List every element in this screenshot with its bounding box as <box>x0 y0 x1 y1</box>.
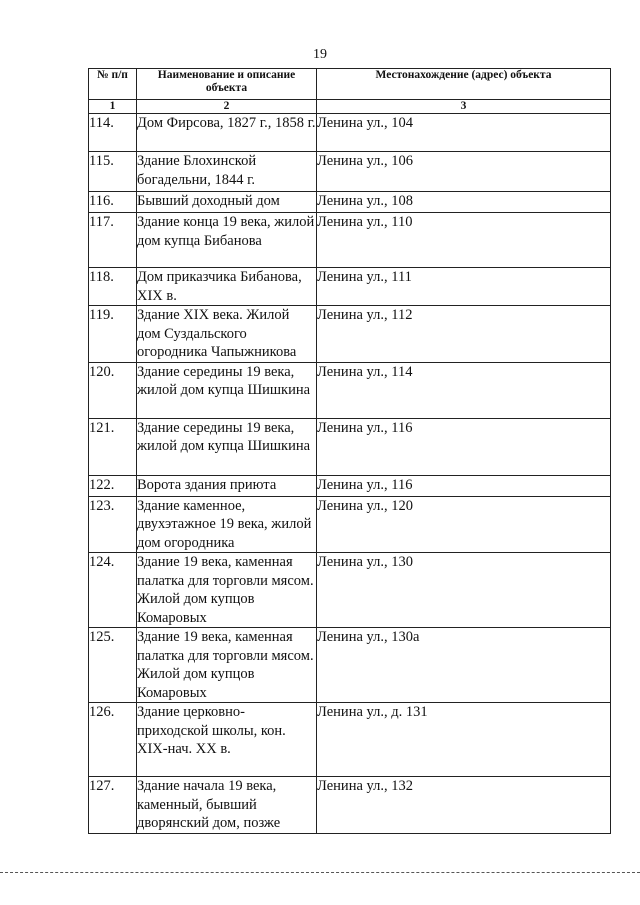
object-name: Дом Фирсова, 1827 г., 1858 г. <box>137 114 317 152</box>
column-index-row <box>89 100 611 114</box>
object-address: Ленина ул., 104 <box>317 114 611 152</box>
row-number: 116. <box>89 192 137 213</box>
page-bottom-rule <box>0 872 640 873</box>
object-address: Ленина ул., 132 <box>317 777 611 834</box>
object-address: Ленина ул., 108 <box>317 192 611 213</box>
page-number: 19 <box>313 47 327 62</box>
table-row <box>89 114 611 152</box>
object-name: Здание конца 19 века, жилой дом купца Бибанова <box>137 213 317 268</box>
row-number: 119. <box>89 306 137 363</box>
header-name: Наименование и описание объекта <box>137 69 317 100</box>
object-name: Здание 19 века, каменная палатка для торговли мясом. Жилой дом купцов Комаровых <box>137 628 317 703</box>
object-name: Бывший доходный дом <box>137 192 317 213</box>
table-row <box>89 703 611 777</box>
table-row <box>89 362 611 418</box>
object-name: Здание каменное, двухэтажное 19 века, жилой дом огородника <box>137 496 317 553</box>
row-number: 117. <box>89 213 137 268</box>
object-address: Ленина ул., 116 <box>317 418 611 475</box>
table-row <box>89 306 611 363</box>
heritage-objects-table <box>88 68 611 834</box>
row-number: 114. <box>89 114 137 152</box>
table-row <box>89 777 611 834</box>
object-name: Здание Блохинской богадельни, 1844 г. <box>137 152 317 192</box>
object-name: Здание 19 века, каменная палатка для торговли мясом. Жилой дом купцов Комаровых <box>137 553 317 628</box>
row-number: 124. <box>89 553 137 628</box>
object-address: Ленина ул., 112 <box>317 306 611 363</box>
table-row <box>89 268 611 306</box>
row-number: 126. <box>89 703 137 777</box>
row-number: 118. <box>89 268 137 306</box>
object-name: Дом приказчика Бибанова, XIX в. <box>137 268 317 306</box>
table-row <box>89 496 611 553</box>
table-row <box>89 213 611 268</box>
row-number: 122. <box>89 475 137 496</box>
object-address: Ленина ул., 116 <box>317 475 611 496</box>
object-address: Ленина ул., 111 <box>317 268 611 306</box>
column-index: 2 <box>137 100 317 114</box>
row-number: 120. <box>89 362 137 418</box>
row-number: 125. <box>89 628 137 703</box>
table-header-row <box>89 69 611 100</box>
object-address: Ленина ул., 130а <box>317 628 611 703</box>
object-address: Ленина ул., 106 <box>317 152 611 192</box>
object-address: Ленина ул., 120 <box>317 496 611 553</box>
object-address: Ленина ул., 110 <box>317 213 611 268</box>
object-name: Здание начала 19 века, каменный, бывший дворянский дом, позже <box>137 777 317 834</box>
header-address: Местонахождение (адрес) объекта <box>317 69 611 100</box>
object-name: Здание XIX века. Жилой дом Суздальского огородника Чапыжникова <box>137 306 317 363</box>
column-index: 3 <box>317 100 611 114</box>
table-row <box>89 418 611 475</box>
header-number: № п/п <box>89 69 137 100</box>
object-address: Ленина ул., 130 <box>317 553 611 628</box>
table-row <box>89 553 611 628</box>
object-name: Здание церковно-приходской школы, кон. XIX-нач. XX в. <box>137 703 317 777</box>
object-name: Ворота здания приюта <box>137 475 317 496</box>
column-index: 1 <box>89 100 137 114</box>
row-number: 121. <box>89 418 137 475</box>
table-row <box>89 152 611 192</box>
table-row <box>89 475 611 496</box>
row-number: 123. <box>89 496 137 553</box>
object-name: Здание середины 19 века, жилой дом купца Шишкина <box>137 362 317 418</box>
row-number: 115. <box>89 152 137 192</box>
object-address: Ленина ул., 114 <box>317 362 611 418</box>
object-address: Ленина ул., д. 131 <box>317 703 611 777</box>
row-number: 127. <box>89 777 137 834</box>
table-row <box>89 192 611 213</box>
table-row <box>89 628 611 703</box>
object-name: Здание середины 19 века, жилой дом купца Шишкина <box>137 418 317 475</box>
